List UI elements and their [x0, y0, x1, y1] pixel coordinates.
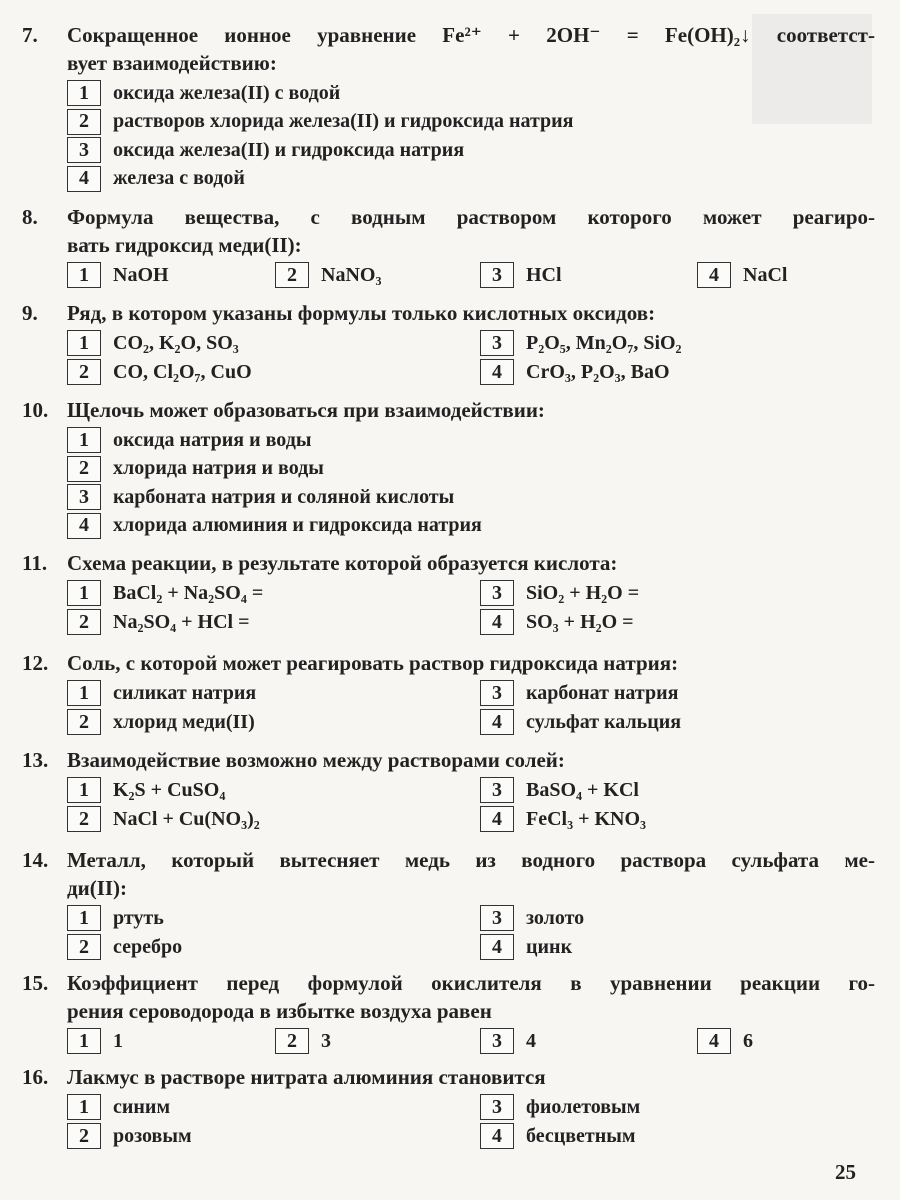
answer-text: хлорид меди(II)	[113, 710, 255, 733]
answer-option-2[interactable]	[275, 1027, 331, 1055]
answer-option-2[interactable]	[67, 358, 252, 386]
answer-text: BaSO₄ + KCl	[526, 778, 639, 801]
answer-text: хлорида натрия и воды	[113, 457, 324, 479]
answer-number-box[interactable]: 2	[67, 934, 101, 960]
answer-text: цинк	[526, 935, 573, 958]
answer-text: BaCl₂ + Na₂SO₄ =	[113, 581, 264, 604]
answer-text: CO, Cl₂O₇, CuO	[113, 360, 252, 383]
page-number: 25	[835, 1160, 856, 1184]
question-line: вует взаимодействию:	[67, 51, 277, 75]
answer-option-1[interactable]	[67, 1027, 123, 1055]
answer-option-4[interactable]	[67, 165, 245, 193]
answer-number-box[interactable]: 3	[480, 1028, 514, 1054]
answer-option-2[interactable]	[67, 708, 255, 736]
answer-text: NaNO₃	[321, 263, 382, 286]
answer-number-box[interactable]: 1	[67, 1094, 101, 1120]
question-number: 13.	[22, 748, 49, 772]
answer-option-4[interactable]	[480, 358, 670, 386]
answer-option-4[interactable]	[480, 805, 646, 833]
answer-number-box[interactable]: 2	[67, 806, 101, 832]
answer-text: фиолетовым	[526, 1095, 641, 1118]
answer-number-box[interactable]: 1	[67, 905, 101, 931]
answer-number-box[interactable]: 1	[67, 427, 101, 453]
answer-option-2[interactable]	[67, 1122, 192, 1150]
answer-number-box[interactable]: 2	[67, 109, 101, 135]
question-text	[67, 1063, 875, 1091]
answer-option-2[interactable]	[67, 805, 260, 833]
answer-text: P₂O₅, Mn₂O₇, SiO₂	[526, 331, 682, 354]
answer-option-3[interactable]	[480, 579, 639, 607]
answer-option-3[interactable]	[480, 904, 584, 932]
answer-number-box[interactable]: 3	[480, 1094, 514, 1120]
question-text	[67, 969, 875, 1025]
answer-option-1[interactable]	[67, 79, 340, 107]
answer-number-box[interactable]: 3	[480, 330, 514, 356]
answer-option-2[interactable]	[67, 455, 324, 483]
answer-number-box[interactable]: 3	[480, 580, 514, 606]
answer-number-box[interactable]: 3	[67, 484, 101, 510]
answer-text: 3	[321, 1029, 331, 1052]
answer-number-box[interactable]: 3	[67, 137, 101, 163]
answer-option-1[interactable]	[67, 329, 239, 357]
answer-option-3[interactable]	[480, 1093, 640, 1121]
answer-number-box[interactable]: 3	[480, 777, 514, 803]
question-line: Взаимодействие возможно между растворами солей:	[67, 748, 565, 772]
question-number: 14.	[22, 848, 49, 872]
answer-text: 1	[113, 1029, 123, 1052]
question-number: 10.	[22, 398, 49, 422]
answer-text: золото	[526, 906, 585, 929]
question-number: 8.	[22, 205, 38, 229]
answer-text: розовым	[113, 1124, 192, 1147]
answer-number-box[interactable]: 4	[480, 1123, 514, 1149]
answer-option-4[interactable]	[480, 933, 572, 961]
question-line: рения сероводорода в избытке воздуха равен	[67, 999, 492, 1023]
answer-text: железа с водой	[113, 167, 245, 189]
answer-number-box[interactable]: 1	[67, 680, 101, 706]
question-text	[67, 396, 875, 424]
answer-number-box[interactable]: 4	[480, 806, 514, 832]
answer-text: FeCl₃ + KNO₃	[526, 807, 647, 830]
question-line: Щелочь может образоваться при взаимодействии:	[67, 398, 545, 422]
answer-option-2[interactable]	[67, 108, 574, 136]
answer-text: K₂S + CuSO₄	[113, 778, 226, 801]
answer-number-box[interactable]: 4	[480, 709, 514, 735]
answer-number-box[interactable]: 1	[67, 580, 101, 606]
question-line: Коэффициент перед формулой окислителя в уравнении реакции го-	[67, 971, 875, 995]
question-text	[67, 846, 875, 902]
answer-option-4[interactable]	[480, 608, 634, 636]
question-line: Схема реакции, в результате которой образуется кислота:	[67, 551, 618, 575]
answer-option-2[interactable]	[67, 608, 249, 636]
question-number: 12.	[22, 651, 49, 675]
question-line: Соль, с которой может реагировать раствор гидроксида натрия:	[67, 651, 679, 675]
question-line: Сокращенное ионное уравнение Fe²⁺ + 2OH⁻ = Fe(OH)₂↓ соответст-	[67, 23, 875, 47]
answer-text: карбонат натрия	[526, 681, 679, 704]
question-text	[67, 549, 875, 577]
answer-text: синим	[113, 1095, 171, 1118]
answer-text: растворов хлорида железа(II) и гидроксида натрия	[113, 110, 574, 132]
answer-option-1[interactable]	[67, 261, 169, 289]
answer-text: NaOH	[113, 263, 169, 286]
answer-text: HCl	[526, 263, 562, 286]
answer-text: CrO₃, P₂O₃, BaO	[526, 360, 670, 383]
question-line: Формула вещества, с водным раствором которого может реагиро-	[67, 205, 875, 229]
answer-number-box[interactable]: 2	[67, 609, 101, 635]
answer-option-1[interactable]	[67, 904, 164, 932]
answer-option-3[interactable]	[480, 1027, 536, 1055]
answer-number-box[interactable]: 2	[67, 1123, 101, 1149]
answer-option-4[interactable]	[67, 512, 482, 540]
question-line: Лакмус в растворе нитрата алюминия становится	[67, 1065, 546, 1089]
question-number: 9.	[22, 301, 38, 325]
answer-text: оксида железа(II) с водой	[113, 81, 341, 104]
answer-number-box[interactable]: 1	[67, 1028, 101, 1054]
answer-number-box[interactable]: 1	[67, 330, 101, 356]
answer-option-1[interactable]	[67, 679, 256, 707]
answer-text: бесцветным	[526, 1124, 636, 1147]
answer-text: CO₂, K₂O, SO₃	[113, 331, 239, 354]
answer-text: NaCl + Cu(NO₃)₂	[113, 807, 260, 830]
question-line: Ряд, в котором указаны формулы только кислотных оксидов:	[67, 301, 656, 325]
answer-option-1[interactable]	[67, 579, 263, 607]
answer-text: 6	[743, 1029, 753, 1052]
answer-option-3[interactable]	[480, 261, 562, 289]
answer-text: NaCl	[743, 263, 788, 286]
answer-number-box[interactable]: 4	[480, 934, 514, 960]
answer-text: сульфат кальция	[526, 710, 682, 733]
answer-option-4[interactable]	[697, 261, 787, 289]
answer-text: ртуть	[113, 906, 164, 929]
question-number: 15.	[22, 971, 49, 995]
answer-number-box[interactable]: 1	[67, 777, 101, 803]
question-text	[67, 299, 875, 327]
answer-text: SiO₂ + H₂O =	[526, 581, 640, 604]
answer-text: силикат натрия	[113, 681, 257, 704]
answer-option-1[interactable]	[67, 426, 311, 454]
answer-text: карбоната натрия и соляной кислоты	[113, 485, 455, 508]
question-line: Металл, который вытесняет медь из водного раствора сульфата ме-	[67, 848, 875, 872]
answer-number-box[interactable]: 4	[697, 262, 731, 288]
answer-number-box[interactable]: 3	[480, 262, 514, 288]
answer-number-box[interactable]: 3	[480, 905, 514, 931]
answer-number-box[interactable]: 4	[697, 1028, 731, 1054]
answer-text: SO₃ + H₂O =	[526, 610, 634, 633]
answer-text: серебро	[113, 935, 183, 958]
answer-number-box[interactable]: 1	[67, 262, 101, 288]
answer-option-3[interactable]	[67, 483, 454, 511]
question-text	[67, 203, 875, 259]
answer-text: 4	[526, 1029, 536, 1052]
question-text	[67, 21, 875, 77]
answer-option-3[interactable]	[67, 136, 464, 164]
answer-option-2[interactable]	[275, 261, 381, 289]
question-text	[67, 649, 875, 677]
question-number: 7.	[22, 23, 38, 47]
answer-option-3[interactable]	[480, 329, 682, 357]
answer-number-box[interactable]: 2	[275, 1028, 309, 1054]
answer-number-box[interactable]: 1	[67, 80, 101, 106]
answer-option-3[interactable]	[480, 776, 639, 804]
answer-number-box[interactable]: 4	[67, 166, 101, 192]
question-number: 11.	[22, 551, 48, 575]
answer-option-1[interactable]	[67, 776, 225, 804]
answer-option-4[interactable]	[480, 708, 681, 736]
answer-number-box[interactable]: 3	[480, 680, 514, 706]
question-line: ди(II):	[67, 876, 128, 900]
answer-number-box[interactable]: 4	[480, 609, 514, 635]
answer-number-box[interactable]: 4	[480, 359, 514, 385]
question-number: 16.	[22, 1065, 49, 1089]
answer-option-3[interactable]	[480, 679, 678, 707]
answer-number-box[interactable]: 4	[67, 513, 101, 539]
answer-option-2[interactable]	[67, 933, 182, 961]
answer-number-box[interactable]: 2	[275, 262, 309, 288]
answer-text: Na₂SO₄ + HCl =	[113, 610, 250, 633]
question-line: вать гидроксид меди(II):	[67, 233, 302, 257]
answer-text: оксида натрия и воды	[113, 428, 312, 451]
answer-number-box[interactable]: 2	[67, 709, 101, 735]
question-text	[67, 746, 875, 774]
answer-number-box[interactable]: 2	[67, 359, 101, 385]
answer-text: оксида железа(II) и гидроксида натрия	[113, 138, 465, 161]
answer-text: хлорида алюминия и гидроксида натрия	[113, 514, 482, 536]
answer-option-4[interactable]	[697, 1027, 753, 1055]
answer-number-box[interactable]: 2	[67, 456, 101, 482]
answer-option-1[interactable]	[67, 1093, 170, 1121]
answer-option-4[interactable]	[480, 1122, 636, 1150]
